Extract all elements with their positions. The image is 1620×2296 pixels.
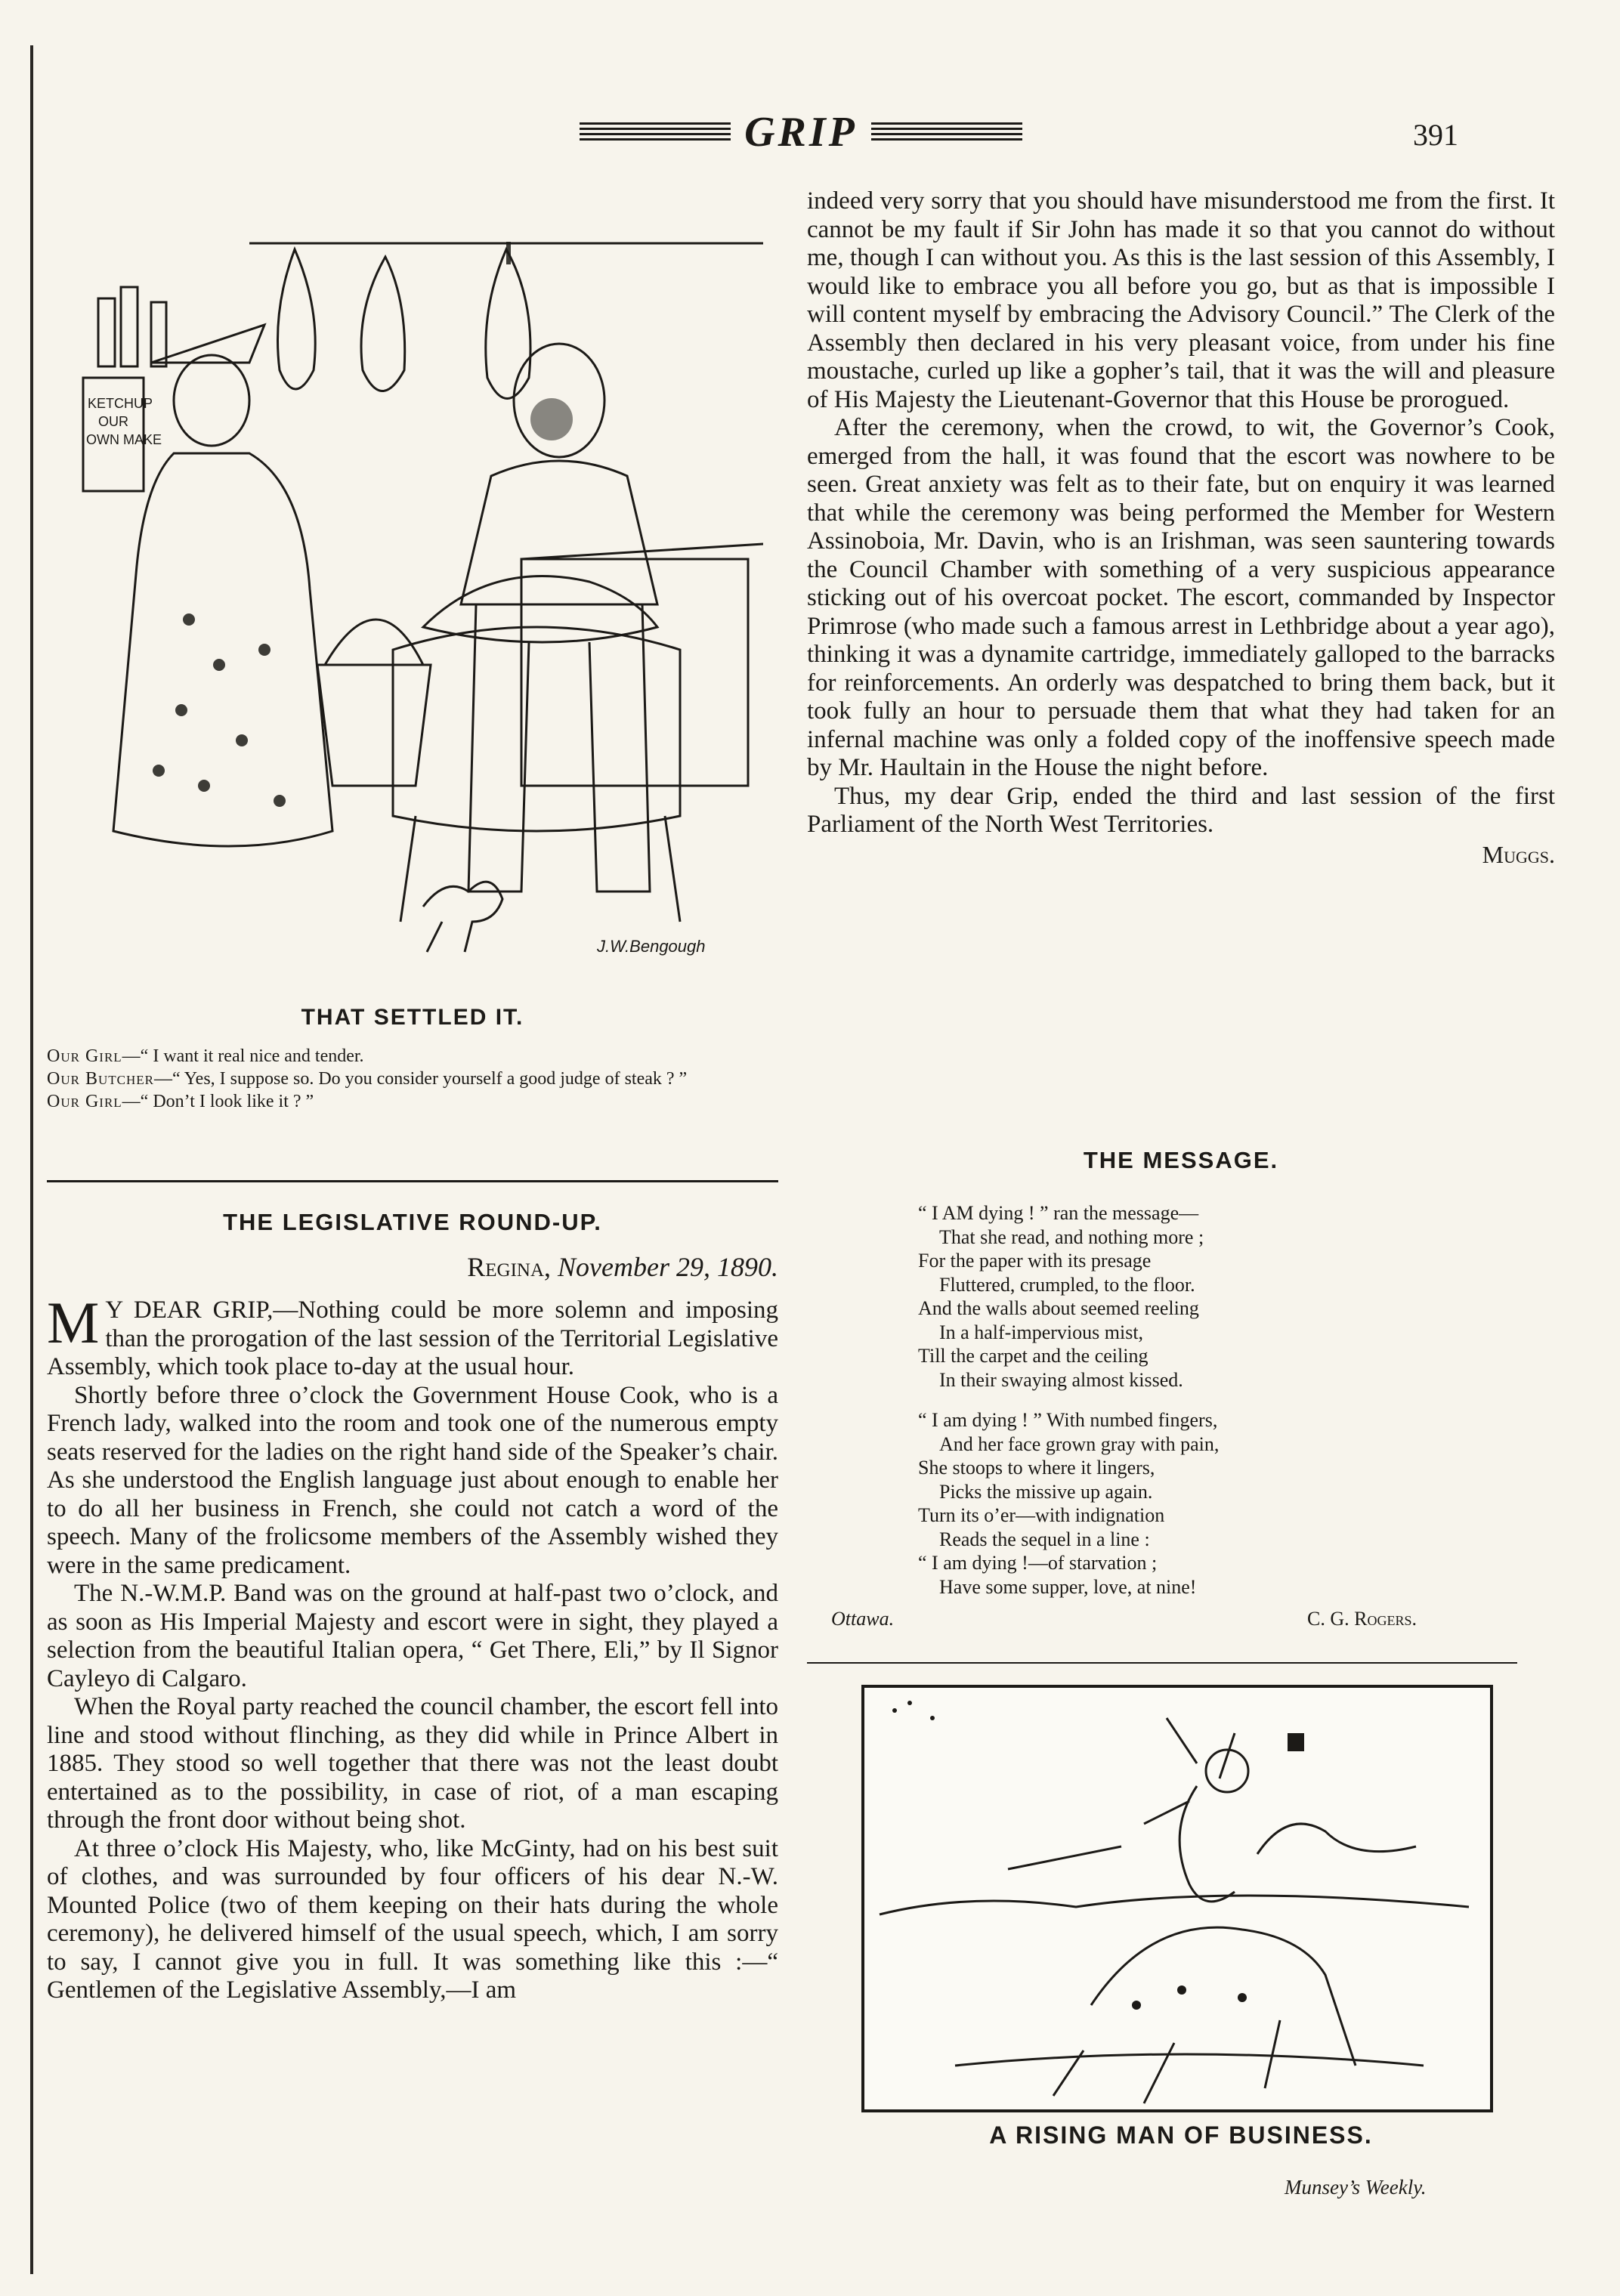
rising-man-credit: Munsey’s Weekly. xyxy=(1285,2176,1427,2199)
artist-signature: J.W.Bengough xyxy=(597,937,706,956)
article-paragraph: Shortly before three o’clock the Government House Cook, who is a French lady, walked into the room and took one of the numerous empty seats reserved for the ladies on the right hand side of the Speaker’s chair. As she understood the English language just about enough to enable her to do all her business in French, she could not catch a word of the speech. Many of the frolicsome members of the Assembly wished they were in the same predicament. xyxy=(47,1381,778,1579)
ketchup-sign-line-1: KETCHUP xyxy=(88,396,153,411)
article-paragraph: When the Royal party reached the council chamber, the escort fell into line and stood without flinching, as they did while in Prince Albert in 1885. They stood so well together that there was not the least doubt entertained as to the possibility, in case of riot, of a man escaping through the front door without being shot. xyxy=(47,1693,778,1834)
article-paragraph: After the ceremony, when the crowd, to wit, the Governor’s Cook, emerged from the hall, it was found that the escort was nowhere to be seen. Great anxiety was felt as to their fate, but on enquiry it was learned that while the ceremony was being performed the Member for Western Assinoboia, Mr. Davin, who is an Irishman, was seen sauntering towards the Council Chamber with something of a very suspicious appearance sticking out of his overcoat pocket. The escort, commanded by Inspector Primrose (who made such a famous arrest in Lethbridge about a year ago), thinking it was a dynamite cartridge, immediately galloped to the barracks for reinforcements. An orderly was despatched to bring them back, but it took fully an hour to persuade them that what they had taken for an infernal machine was only a folded copy of the inoffensive speech made by Mr. Haultain in the House the night before. xyxy=(807,414,1555,781)
ketchup-sign-line-2: OUR xyxy=(98,414,128,429)
dialog-speaker: Our Girl xyxy=(47,1046,122,1066)
poem-author: C. G. Rogers. xyxy=(1307,1608,1417,1630)
article-paragraph: At three o’clock His Majesty, who, like McGinty, had on his best suit of clothes, and was surrounded by four officers of his dear N.-W. Mounted Police (two of them keeping on their hats during the whole ceremony), he delivered himself of the usual speech, which, I am sorry to say, I cannot give you in full. It was something like this :—“ Gentlemen of the Legislative Assembly,—I am xyxy=(47,1834,778,2004)
dialog-text: —“ Yes, I suppose so. Do you consider yourself a good judge of steak ? ” xyxy=(153,1069,688,1089)
poem-title: THE MESSAGE. xyxy=(1083,1147,1279,1173)
poem-line: “ I AM dying ! ” ran the message— xyxy=(918,1202,1199,1224)
dialog-text: —“ Don’t I look like it ? ” xyxy=(122,1092,314,1111)
poem-stanza xyxy=(918,1408,1447,1599)
poem-stanza xyxy=(918,1201,1447,1392)
article-paragraph: Thus, my dear Grip, ended the third and last session of the first Parliament of the North West Territories. xyxy=(807,782,1555,838)
dialog-line-3 xyxy=(47,1090,778,1113)
masthead-title: GRIP xyxy=(744,109,858,156)
article-dateline xyxy=(47,1251,778,1283)
poem-line: Have some supper, love, at nine! xyxy=(939,1575,1197,1598)
rising-man-caption-title: A RISING MAN OF BUSINESS. xyxy=(989,2121,1373,2149)
poem-body xyxy=(918,1201,1447,1615)
poem-place: Ottawa. xyxy=(831,1608,895,1630)
section-divider xyxy=(807,1662,1517,1664)
poem-line: In a half-impervious mist, xyxy=(939,1321,1144,1343)
dialog-line-2 xyxy=(47,1068,778,1090)
poem-line: She stoops to where it lingers, xyxy=(918,1457,1155,1479)
rising-man-cartoon-illustration xyxy=(861,1685,1493,2112)
ketchup-sign-line-3: OWN MAKE xyxy=(86,432,162,447)
dropcap: M xyxy=(47,1290,100,1355)
page-number: 391 xyxy=(1413,118,1458,152)
poem-line: That she read, and nothing more ; xyxy=(939,1225,1204,1248)
dialog-line-1 xyxy=(47,1045,778,1068)
poem-line: Reads the sequel in a line : xyxy=(939,1528,1150,1550)
poem-line: “ I am dying !—of starvation ; xyxy=(918,1552,1158,1574)
dialog-speaker: Our Butcher xyxy=(47,1069,154,1089)
poem-line: And her face grown gray with pain, xyxy=(939,1432,1220,1455)
masthead xyxy=(544,106,1058,159)
article-signature: Muggs. xyxy=(1482,840,1555,868)
section-divider xyxy=(47,1180,778,1182)
poem-line: For the paper with its presage xyxy=(918,1250,1152,1272)
poem-line: “ I am dying ! ” With numbed fingers, xyxy=(918,1409,1218,1431)
poem-line: Picks the missive up again. xyxy=(939,1480,1153,1503)
masthead-rule-right xyxy=(871,122,1022,142)
poem-line: Fluttered, crumpled, to the floor. xyxy=(939,1273,1195,1296)
article-paragraph: indeed very sorry that you should have misunderstood me from the first. It cannot be my fault if Sir John has made it so that you cannot do without me, though I can without you. As this is the last session of this Assembly, I would like to embrace you all before you go, but as that is impossible I will content myself by embracing the Advisory Council.” The Clerk of the Assembly then declared in his very pleasant voice, from under his fine moustache, curled up like a gopher’s tail, that it was the will and pleasure of His Majesty the Lieutenant-Governor that this House be prorogued. xyxy=(807,187,1555,413)
article-body-left xyxy=(47,1290,778,2005)
masthead-rule-left xyxy=(580,122,731,142)
dialog-text: —“ I want it real nice and tender. xyxy=(122,1046,364,1066)
article-body-right xyxy=(807,187,1555,869)
article-paragraph: M Y DEAR GRIP,—Nothing could be more solemn and imposing than the prorogation of the last session of the Territorial Legislative Assembly, which took place to-day at the usual hour. xyxy=(47,1290,778,1380)
article-title: THE LEGISLATIVE ROUND-UP. xyxy=(223,1209,602,1235)
poem-line: Till the carpet and the ceiling xyxy=(918,1345,1149,1367)
poem-line: In their swaying almost kissed. xyxy=(939,1368,1183,1391)
poem-line: Turn its o’er—with indignation xyxy=(918,1504,1165,1526)
poem-line: And the walls about seemed reeling xyxy=(918,1297,1199,1319)
dialog-speaker: Our Girl xyxy=(47,1092,122,1111)
article-paragraph: The N.-W.M.P. Band was on the ground at half-past two o’clock, and as soon as His Imperial Majesty and escort were in sight, they played a selection from the beautiful Italian opera, “ Get There, Eli,” by Il Signor Cayleyo di Calgaro. xyxy=(47,1580,778,1692)
page-edge-line xyxy=(30,45,33,2274)
cartoon-caption-title: THAT SETTLED IT. xyxy=(301,1005,524,1030)
butcher-cartoon-illustration xyxy=(68,227,763,975)
dateline-place: Regina, xyxy=(467,1252,552,1282)
cartoon-dialog xyxy=(47,1045,778,1113)
dateline-date: November 29, 1890. xyxy=(558,1252,778,1282)
